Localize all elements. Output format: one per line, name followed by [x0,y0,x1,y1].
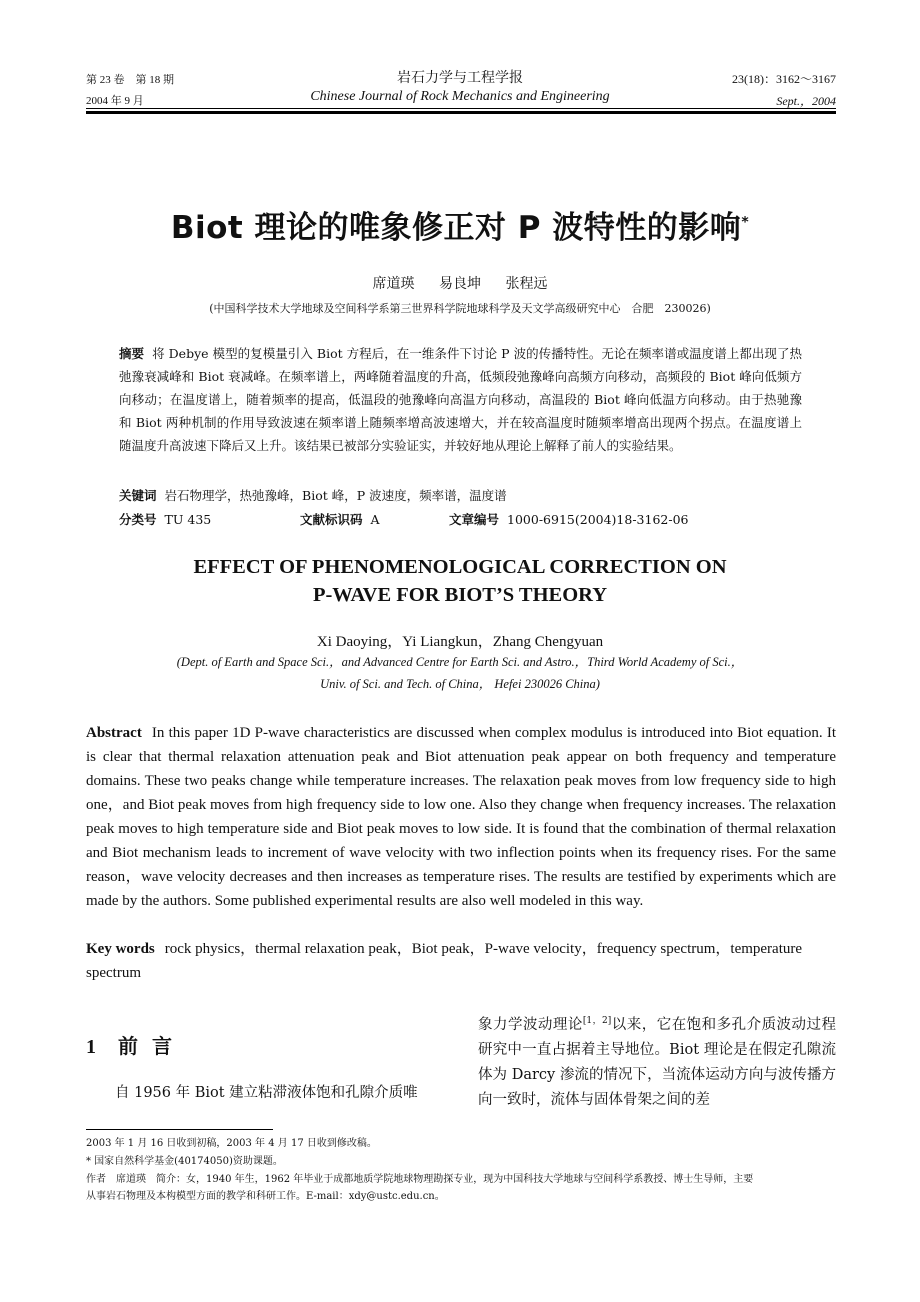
author-zh-2: 易良坤 [439,276,481,292]
classification-number [119,510,211,528]
title-footnote-mark: * [741,214,750,231]
authors-zh [0,273,920,293]
classification-value: TU 435 [164,512,212,527]
footnote-author-line1: 作者 席道瑛 简介：女，1940 年生，1962 年毕业于成都地质学院地球物理勘探专业，现为中国科技大学地球与空间科学系教授、博士生导师，主要 [86,1174,754,1185]
issue-date-en: Sept.，2004 [776,94,836,108]
footnote-fund: * 国家自然科学基金(40174050)资助课题。 [86,1156,283,1167]
keywords-zh [119,484,802,507]
journal-name-zh: 岩石力学与工程学报 [397,70,523,86]
abstract-en [86,721,836,913]
authors-en: Xi Daoying，Yi Liangkun，Zhang Chengyuan [316,634,604,650]
abstract-zh-label: 摘要 [119,346,145,361]
body-left-column: 自 1956 年 Biot 建立粘滞液体饱和孔隙介质唯 [115,1085,418,1101]
article-number-label: 文章编号 [449,512,500,527]
affiliation-en-line2: Univ. of Sci. and Tech. of China， Hefei 230026 China) [320,677,600,691]
keywords-en [86,937,836,985]
article-number [449,510,689,528]
section-heading [86,1030,186,1059]
section-number: 1 [86,1036,96,1058]
abstract-en-text: In this paper 1D P-wave characteristics are discussed when complex modulus is introduced into Biot equation. It is clear that thermal relaxation attenuation peak and Biot attenuation peak appear on both frequency and temperature domains. These two peaks change while temperature increases. The relaxation peak moves from low frequency side to high one，and Biot peak moves from high frequency side to low one. Also they change when frequency increases. The relaxation peak moves to high temperature side and Biot peak moves to low side. It is found that the combination of thermal relaxation and Biot mechanism leads to increment of wave velocity with two inflection points when its frequency rises. For the same reason，wave velocity decreases and then increases as temperature rises. The results are testified by experiments which are made by the authors. Some published experimental results are also well modeled in this way. [86,725,836,909]
journal-name-en: Chinese Journal of Rock Mechanics and Engineering [310,89,610,104]
affiliation-en-line1: (Dept. of Earth and Space Sci.，and Advanced Centre for Earth Sci. and Astro.，Third World Academy of Sci.， [176,655,744,669]
footnote-author-line2: 从事岩石物理及本构模型方面的教学和科研工作。E-mail：xdy@ustc.edu.cn。 [86,1191,445,1202]
header-rule-thin [86,108,836,109]
footnote-rule [86,1129,273,1130]
document-code-label: 文献标识码 [300,512,363,527]
body-right-column [478,1009,836,1113]
body-right-text-a: 象力学波动理论 [478,1016,583,1033]
header-rule-thick [86,111,836,114]
section-title: 前言 [118,1034,186,1058]
title-zh-text: Biot 理论的唯象修正对 P 波特性的影响 [170,210,742,246]
abstract-en-label: Abstract [86,725,142,741]
paper-title-en-line2: P-WAVE FOR BIOT’S THEORY [312,584,608,606]
abstract-zh-text: 将 Debye 模型的复模量引入 Biot 方程后，在一维条件下讨论 P 波的传播特性。无论在频率谱或温度谱上都出现了热弛豫衰减峰和 Biot 衰减峰。在频率谱上，两峰随着温度的升高，低频段弛豫峰向高频方向移动，高频段的 Biot 峰向低频方向移动；在温度谱上，随着频率的提高，低温段的弛豫峰向高温方向移动，高温段的 Biot 峰向低温方向移动。由于热驰豫和 Biot 两种机制的作用导致波速在频率谱上随频率增高波速增大，并在较高温度时随频率增高出现两个拐点。在温度谱上随温度升高波速下降后又上升。该结果已被部分实验证实，并较好地从理论上解释了前人的实验结果。 [119,346,802,453]
keywords-zh-text: 岩石物理学，热弛豫峰，Biot 峰，P 波速度，频率谱，温度谱 [164,488,507,503]
keywords-en-label: Key words [86,941,155,957]
footnote-received: 2003 年 1 月 16 日收到初稿，2003 年 4 月 17 日收到修改稿。 [86,1138,377,1149]
volume-issue: 第 23 卷 第 18 期 [86,74,174,86]
affiliation-zh: (中国科学技术大学地球及空间科学系第三世界科学院地球科学及天文学高级研究中心 合肥 230026) [209,302,711,315]
issue-date-zh: 2004 年 9 月 [86,95,144,107]
classification-label: 分类号 [119,512,157,527]
paper-title-en-line1: EFFECT OF PHENOMENOLOGICAL CORRECTION ON [193,556,727,578]
citation-ref: [1，2] [582,1016,612,1026]
paper-title-zh [0,202,920,247]
keywords-en-text: rock physics，thermal relaxation peak，Biot peak，P-wave velocity，frequency spectrum，temperature spectrum [86,941,803,981]
document-code [300,510,380,528]
keywords-zh-label: 关键词 [119,488,157,503]
abstract-zh [119,342,802,457]
author-zh-1: 席道瑛 [372,276,415,292]
body-right-text-b: 以来，它在饱和多孔介质波动过程研究中一直占据着主导地位。Biot 理论是在假定孔隙流体为 Darcy 渗流的情况下，当流体运动方向与波传播方向一致时，流体与固体骨架之间的差 [478,1016,836,1108]
page-range: 23(18)：3162～3167 [732,72,836,86]
author-zh-3: 张程远 [505,276,548,292]
document-code-value: A [370,512,380,527]
article-number-value: 1000-6915(2004)18-3162-06 [507,512,689,527]
